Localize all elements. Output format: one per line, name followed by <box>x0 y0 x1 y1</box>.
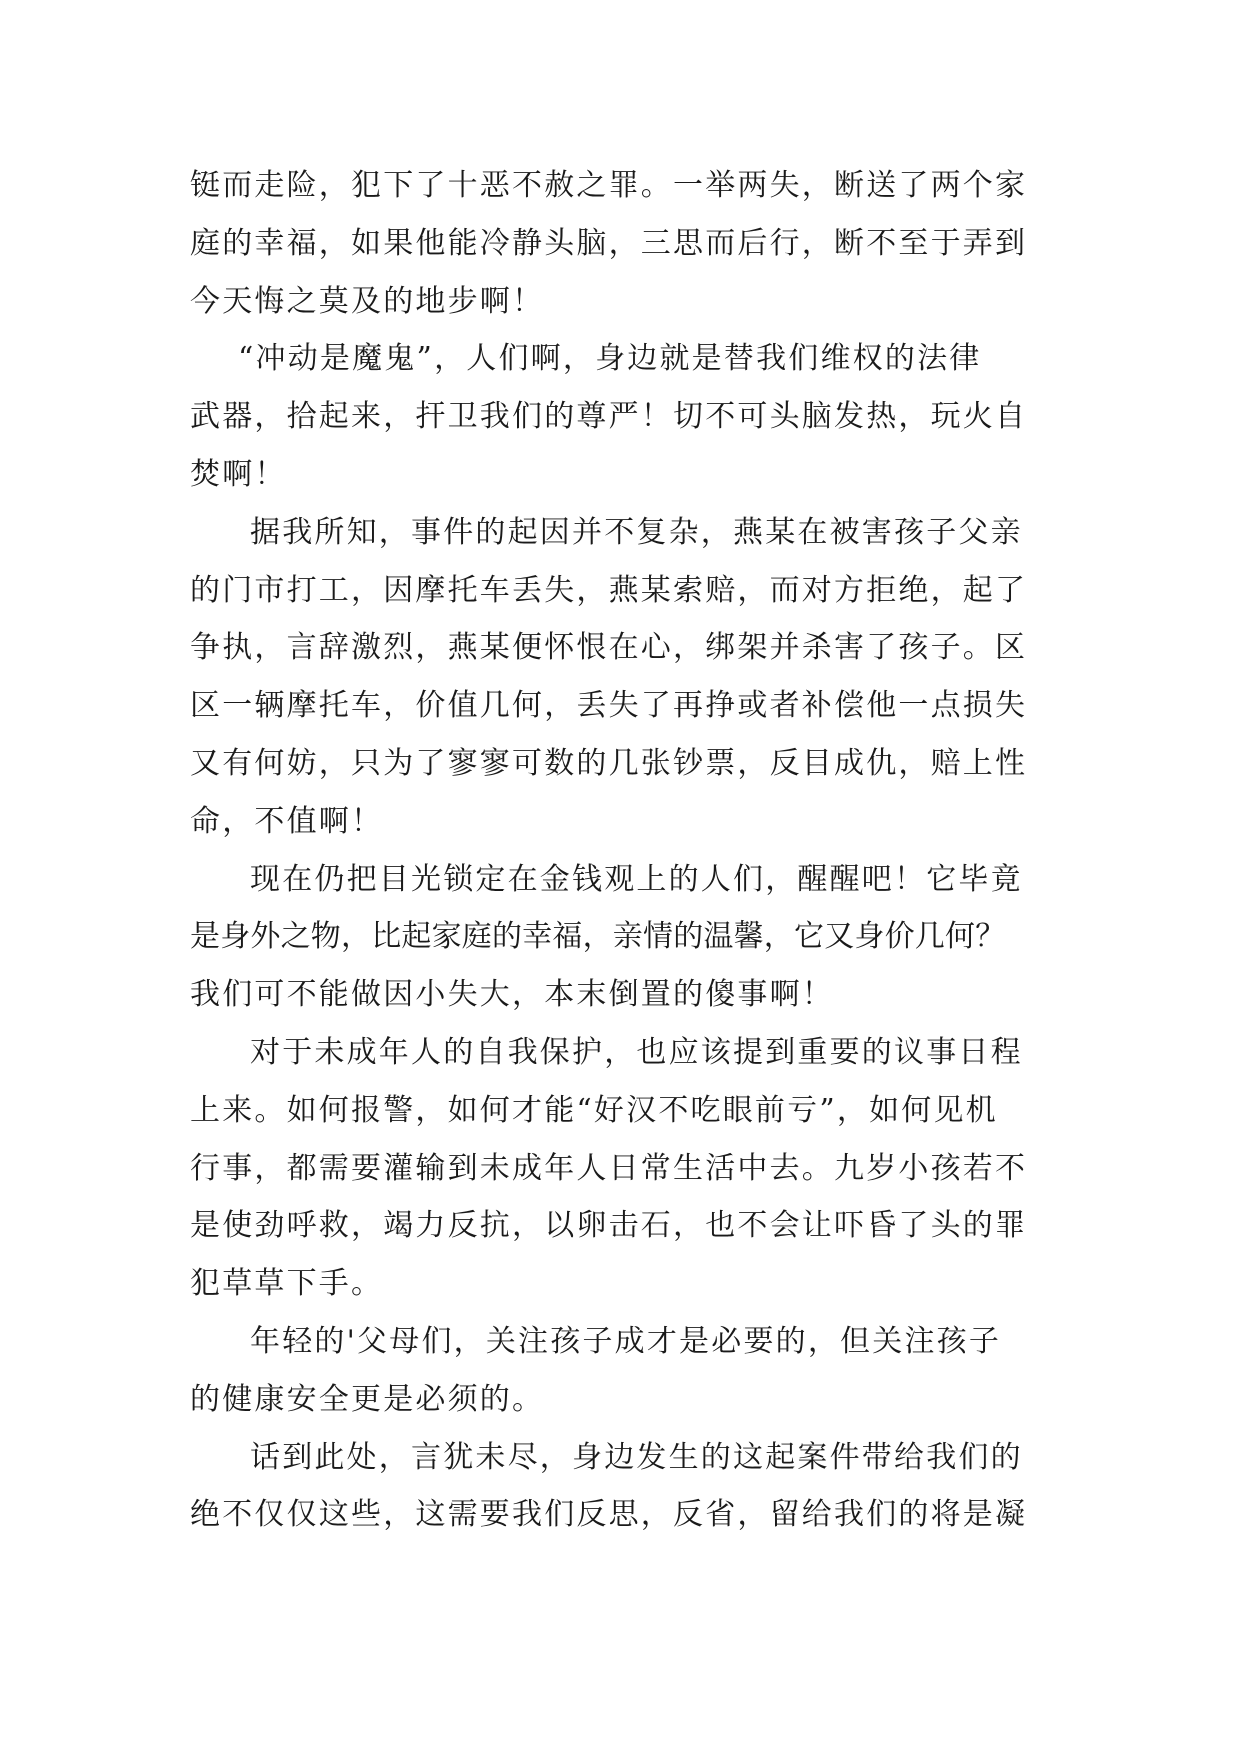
text-line: 今天悔之莫及的地步啊！ <box>190 283 545 319</box>
text-line: 命，不值啊！ <box>190 803 384 839</box>
text-line: 我们可不能做因小失大，本末倒置的傻事啊！ <box>190 977 834 1013</box>
text-line: 铤而走险，犯下了十恶不赦之罪。一举两失，断送了两个家 <box>190 168 1028 203</box>
text-line: 又有何妨，只为了寥寥可数的几张钞票，反目成仇，赔上性 <box>190 745 1028 781</box>
text-line: 行事，都需要灌输到未成年人日常生活中去。九岁小孩若不 <box>190 1150 1028 1186</box>
text-line: 的健康安全更是必须的。 <box>190 1381 545 1417</box>
paragraph-first-line: 据我所知，事件的起因并不复杂，燕某在被害孩子父亲 <box>250 514 1023 550</box>
paragraph-first-line: 话到此处，言犹未尽，身边发生的这起案件带给我们的 <box>250 1439 1023 1475</box>
text-line: 区一辆摩托车，价值几何，丢失了再挣或者补偿他一点损失 <box>190 688 1028 724</box>
paragraph-first-line: 现在仍把目光锁定在金钱观上的人们，醒醒吧！它毕竟 <box>250 861 1023 897</box>
text-line: 绝不仅仅这些，这需要我们反思，反省，留给我们的将是凝 <box>190 1497 1028 1533</box>
text-line: 是身外之物，比起家庭的幸福，亲情的温馨，它又身价几何？ <box>190 919 1006 955</box>
paragraph-first-line: 对于未成年人的自我保护，也应该提到重要的议事日程 <box>250 1034 1023 1070</box>
paragraph-first-line: 年轻的'父母们，关注孩子成才是必要的，但关注孩子 <box>250 1323 1002 1359</box>
text-line: 上来。如何报警，如何才能“好汉不吃眼前亏”，如何见机 <box>190 1092 998 1128</box>
text-line: 庭的幸福，如果他能冷静头脑，三思而后行，断不至于弄到 <box>190 225 1028 261</box>
text-line: 武器，拾起来，扞卫我们的尊严！切不可头脑发热，玩火自 <box>190 399 1028 435</box>
text-line: 的门市打工，因摩托车丢失，燕某索赔，而对方拒绝，起了 <box>190 572 1028 608</box>
text-line: 争执，言辞激烈，燕某便怀恨在心，绑架并杀害了孩子。区 <box>190 630 1028 666</box>
text-line: 是使劲呼救，竭力反抗，以卵击石，也不会让吓昏了头的罪 <box>190 1208 1028 1244</box>
text-line: 焚啊！ <box>190 456 287 492</box>
paragraph-first-line: “冲动是魔鬼”，人们啊，身边就是替我们维权的法律 <box>238 341 982 377</box>
body-text <box>190 157 1050 1544</box>
text-line: 犯草草下手。 <box>190 1266 384 1302</box>
